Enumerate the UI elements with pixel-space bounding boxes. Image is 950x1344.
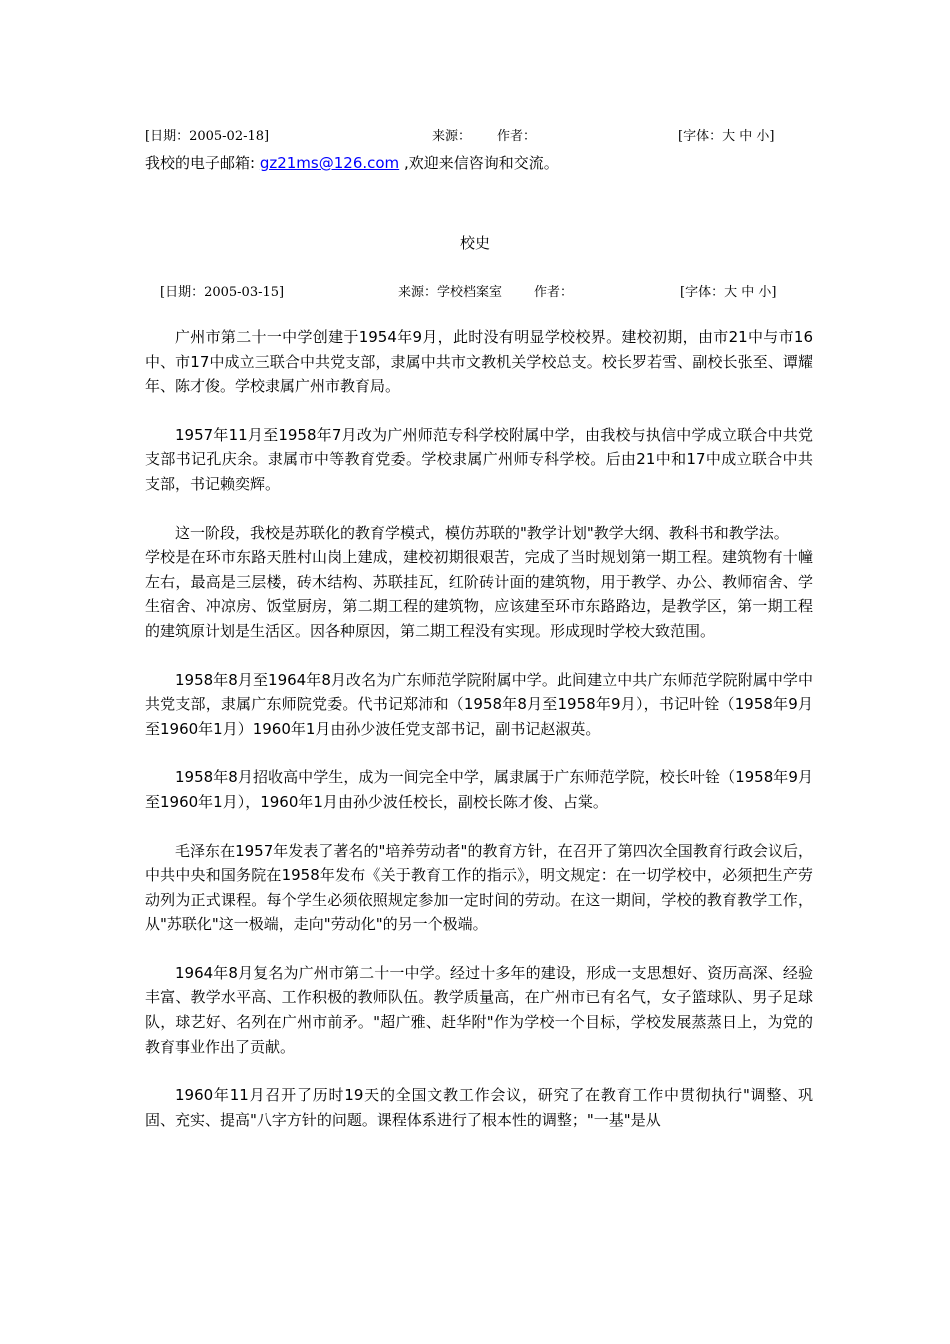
article-body (145, 325, 813, 1156)
meta-author: 作者： (497, 129, 537, 144)
paragraph-7: 毛泽东在1957年发表了著名的"培养劳动者"的教育方针，在召开了第四次全国教育行政会议后，中共中央和国务院在1958年发布《关于教育工作的指示》，明文规定：在一切学校中，必须把生产劳动列为正式课程。每个学生必须依照规定参加一定时间的劳动。在这一期间，学校的教育教学工作，从"苏联化"这一极端，走向"劳动化"的另一个极端。 (145, 841, 813, 934)
article-meta-date: [日期：2005-03-15] (160, 285, 285, 300)
meta-source: 来源： (432, 129, 472, 144)
article-meta-source: 来源：学校档案室 (398, 285, 503, 300)
article-meta-row (145, 283, 805, 303)
article-meta-font-size[interactable]: [字体：大 中 小] (680, 285, 777, 300)
paragraph-9: 1960年11月召开了历时19天的全国文教工作会议，研究了在教育工作中贯彻执行"调整、巩固、充实、提高"八字方针的问题。课程体系进行了根本性的调整；"一基"是从 (145, 1086, 813, 1129)
email-link[interactable]: gz21ms@126.com (259, 154, 400, 172)
paragraph-1: 广州市第二十一中学创建于1954年9月，此时没有明显学校校界。建校初期，由市21中与市16中、市17中成立三联合中共党支部，隶属中共市文教机关学校总支。校长罗若雪、副校长张至、谭耀年、陈才俊。学校隶属广州市教育局。 (145, 328, 813, 396)
email-line (145, 152, 559, 174)
paragraph-8: 1964年8月复名为广州市第二十一中学。经过十多年的建设，形成一支思想好、资历高深、经验丰富、教学水平高、工作积极的教师队伍。教学质量高，在广州市已有名气，女子篮球队、男子足球队，球艺好、名列在广州市前矛。"超广雅、赶华附"作为学校一个目标，学校发展蒸蒸日上，为党的教育事业作出了贡献。 (145, 963, 813, 1056)
paragraph-6: 1958年8月招收高中学生，成为一间完全中学，属隶属于广东师范学院，校长叶铨（1958年9月至1960年1月），1960年1月由孙少波任校长，副校长陈才俊、占棠。 (145, 768, 813, 811)
email-suffix: ,欢迎来信咨询和交流。 (399, 154, 559, 172)
paragraph-2: 1957年11月至1958年7月改为广州师范专科学校附属中学，由我校与执信中学成立联合中共党支部书记孔庆余。隶属市中等教育党委。学校隶属广州师专科学校。后由21中和17中成立联合中共支部，书记赖奕辉。 (145, 425, 813, 493)
meta-font-size[interactable]: [字体：大 中 小] (678, 129, 775, 144)
article-meta-author: 作者： (534, 285, 574, 300)
top-meta-row (145, 127, 805, 147)
article-title: 校史 (459, 234, 490, 252)
meta-date: [日期：2005-02-18] (145, 129, 270, 144)
paragraph-4: 学校是在环市东路天胜村山岗上建成，建校初期很艰苦，完成了当时规划第一期工程。建筑物有十幢左右，最高是三层楼，砖木结构、苏联挂瓦，红阶砖计面的建筑物，用于教学、办公、教师宿舍、学生宿舍、冲凉房、饭堂厨房，第二期工程的建筑物，应该建至环市东路路边，是教学区，第一期工程的建筑原计划是生活区。因各种原因，第二期工程没有实现。形成现时学校大致范围。 (145, 548, 813, 640)
email-prefix: 我校的电子邮箱: (145, 154, 260, 172)
paragraph-3: 这一阶段，我校是苏联化的教育学模式，模仿苏联的"教学计划"教学大纲、教科书和教学法。 (175, 523, 789, 542)
paragraph-5: 1958年8月至1964年8月改名为广东师范学院附属中学。此间建立中共广东师范学院附属中学中共党支部，隶属广东师院党委。代书记郑沛和（1958年8月至1958年9月），书记叶铨（1958年9月至1960年1月）1960年1月由孙少波任党支部书记，副书记赵淑英。 (145, 670, 813, 738)
